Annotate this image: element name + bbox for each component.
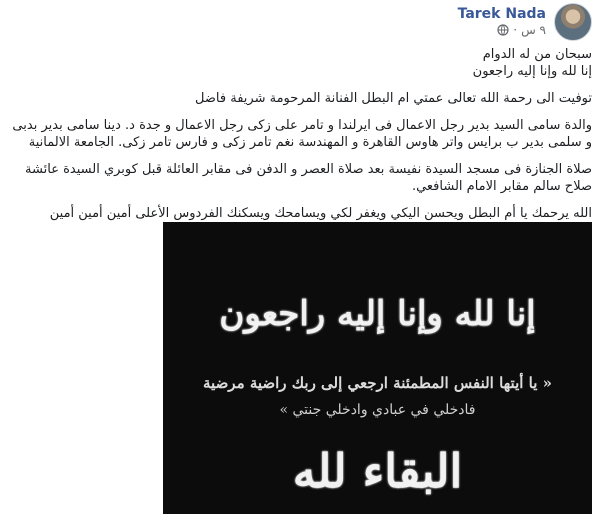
calligraphy-condolence: البقاء لله <box>292 444 463 498</box>
post-text <box>8 46 592 232</box>
avatar[interactable] <box>554 3 592 41</box>
calligraphy-verse: إنا لله وإنا إليه راجعون <box>219 294 536 334</box>
text-line: سبحان من له الدوام <box>482 47 592 62</box>
text-line: إنا لله وإنا إليه راجعون <box>472 64 592 79</box>
post-meta <box>458 22 546 38</box>
calligraphy-quran-line2: فادخلي في عبادي وادخلي جنتي » <box>279 402 476 418</box>
author-block <box>458 6 546 38</box>
post-time[interactable]: ٩ س <box>521 23 546 37</box>
paragraph-opening <box>8 46 592 80</box>
meta-separator: · <box>513 23 518 37</box>
paragraph-funeral: صلاة الجنازة فى مسجد السيدة نفيسة بعد صلاة العصر و الدفن فى مقابر العائلة قبل كوبري السيدة عائشة صلاح سالم مقابر الامام الشافعي. <box>25 162 592 194</box>
paragraph-family: والدة سامى السيد بدير رجل الاعمال فى ايرلندا و تامر على زكى رجل الاعمال و جدة د. دينا سامى بدير بدبى و سلمى بدير ب برايس واتر هاوس القاهرة و المهندسة نغم تامر زكى و فارس تامر زكى. الجامعة الالمانية <box>12 118 592 150</box>
paragraph-prayer: الله يرحمك يا أم البطل ويحسن اليكي ويغفر لكي ويسامحك ويسكنك الفردوس الأعلى أمين أمين أمين <box>49 206 592 221</box>
author-name[interactable]: Tarek Nada <box>457 6 546 22</box>
paragraph-announcement: توفيت الى رحمة الله تعالى عمتي ام البطل الفنانة المرحومة شريفة فاضل <box>195 91 592 106</box>
post-image[interactable] <box>163 222 592 514</box>
globe-icon[interactable] <box>497 24 509 36</box>
calligraphy-quran-line1: « يا أيتها النفس المطمئنة ارجعي إلى ربك راضية مرضية <box>203 374 552 392</box>
post-header <box>458 2 592 42</box>
